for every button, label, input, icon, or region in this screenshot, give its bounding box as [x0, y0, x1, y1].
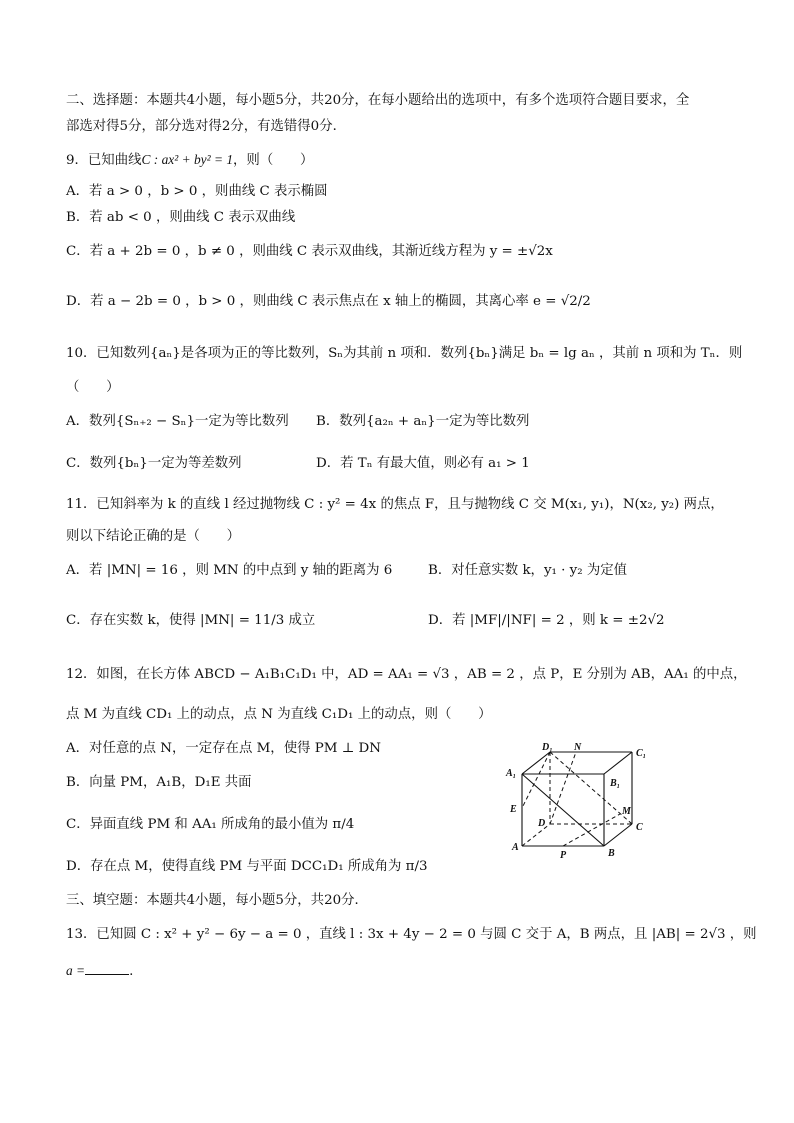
- segment-a1-b: [522, 774, 604, 846]
- label-m: M: [622, 806, 631, 817]
- q11-option-d: D．若 |MF|/|NF| = 2 ，则 k = ±2√2: [428, 613, 665, 628]
- edge-b1-c1: [604, 752, 632, 774]
- q12-option-d: D．存在点 M，使得直线 PM 与平面 DCC₁D₁ 所成角为 π/3: [66, 859, 428, 874]
- q11-stem: 11．已知斜率为 k 的直线 l 经过抛物线 C : y² = 4x 的焦点 F，且与抛物线 C 交 M(x₁, y₁)，N(x₂, y₂) 两点，: [66, 497, 724, 512]
- edge-a1-d1: [522, 752, 550, 774]
- q10-stem: 10．已知数列{aₙ}是各项为正的等比数列，Sₙ为其前 n 项和．数列{bₙ}满足 bₙ = lg aₙ ，其前 n 项和为 Tₙ．则: [66, 346, 743, 361]
- label-e: E: [510, 804, 517, 815]
- q13-stem: 13．已知圆 C : x² + y² − 6y − a = 0 ，直线 l : 3x + 4y − 2 = 0 与圆 C 交于 A，B 两点，且 |AB| = 2√3 ，则: [66, 927, 757, 942]
- q9-option-c: C．若 a + 2b = 0 ，b ≠ 0 ，则曲线 C 表示双曲线，其渐近线方程为 y = ±√2x: [66, 244, 553, 259]
- q9-option-d: D．若 a − 2b = 0 ，b > 0 ，则曲线 C 表示焦点在 x 轴上的椭圆，其离心率 e = √2/2: [66, 294, 591, 309]
- q13-answer-blank[interactable]: [85, 960, 129, 975]
- q9-stem: 9．已知曲线C : ax² + by² = 1，则（ ）: [66, 152, 314, 168]
- q11-stem2: 则以下结论正确的是（ ）: [66, 529, 241, 544]
- q12-option-c: C．异面直线 PM 和 AA₁ 所成角的最小值为 π/4: [66, 817, 355, 832]
- q11-option-b: B．对任意实数 k，y₁ · y₂ 为定值: [428, 563, 628, 578]
- label-a1: A₁: [506, 768, 517, 779]
- q11-option-a: A．若 |MN| = 16 ，则 MN 的中点到 y 轴的距离为 6: [66, 563, 393, 578]
- hidden-segment-d1-e: [522, 752, 550, 808]
- q10-option-a: A．数列{Sₙ₊₂ − Sₙ}一定为等比数列: [66, 414, 289, 429]
- label-d: D: [538, 818, 546, 829]
- label-d1: D₁: [542, 742, 553, 753]
- q13-answer: a = .: [66, 960, 133, 981]
- q10-paren: （ ）: [66, 380, 120, 395]
- label-b1: B₁: [610, 778, 621, 789]
- q12-stem: 12．如图，在长方体 ABCD − A₁B₁C₁D₁ 中，AD = AA₁ = √3 ，AB = 2 ，点 P，E 分别为 AB，AA₁ 的中点，: [66, 667, 747, 682]
- section2-line2: 部选对得5分，部分选对得2分，有选错得0分．: [66, 119, 346, 134]
- section2-line1: 二、选择题：本题共4小题，每小题5分，共20分，在每小题给出的选项中，有多个选项符合题目要求，全: [66, 93, 690, 108]
- q12-option-b: B．向量 PM，A₁B，D₁E 共面: [66, 775, 252, 790]
- q10-option-d: D．若 Tₙ 有最大值，则必有 a₁ > 1: [316, 456, 530, 471]
- hidden-segment-p-m: [563, 814, 620, 846]
- q9-option-a: A．若 a > 0 ，b > 0 ，则曲线 C 表示椭圆: [66, 184, 328, 199]
- q12-stem2: 点 M 为直线 CD₁ 上的动点，点 N 为直线 C₁D₁ 上的动点，则（ ）: [66, 707, 492, 722]
- cuboid-figure: [500, 742, 670, 866]
- q12-option-a: A．对任意的点 N，一定存在点 M，使得 PM ⊥ DN: [66, 741, 382, 756]
- label-a: A: [512, 842, 519, 853]
- label-c1: C₁: [636, 748, 647, 759]
- q10-option-b: B．数列{a₂ₙ + aₙ}一定为等比数列: [316, 414, 530, 429]
- q10-option-c: C．数列{bₙ}一定为等差数列: [66, 456, 242, 471]
- q9-option-b: B．若 ab < 0 ，则曲线 C 表示双曲线: [66, 210, 296, 225]
- label-n: N: [574, 742, 582, 753]
- edge-b-c: [604, 824, 632, 846]
- section3-title: 三、填空题：本题共4小题，每小题5分，共20分．: [66, 893, 368, 908]
- label-b: B: [608, 848, 615, 859]
- hidden-edge-a-d: [522, 824, 550, 846]
- label-p: P: [560, 850, 567, 861]
- q11-option-c: C．存在实数 k，使得 |MN| = 11/3 成立: [66, 613, 316, 628]
- label-c: C: [636, 822, 643, 833]
